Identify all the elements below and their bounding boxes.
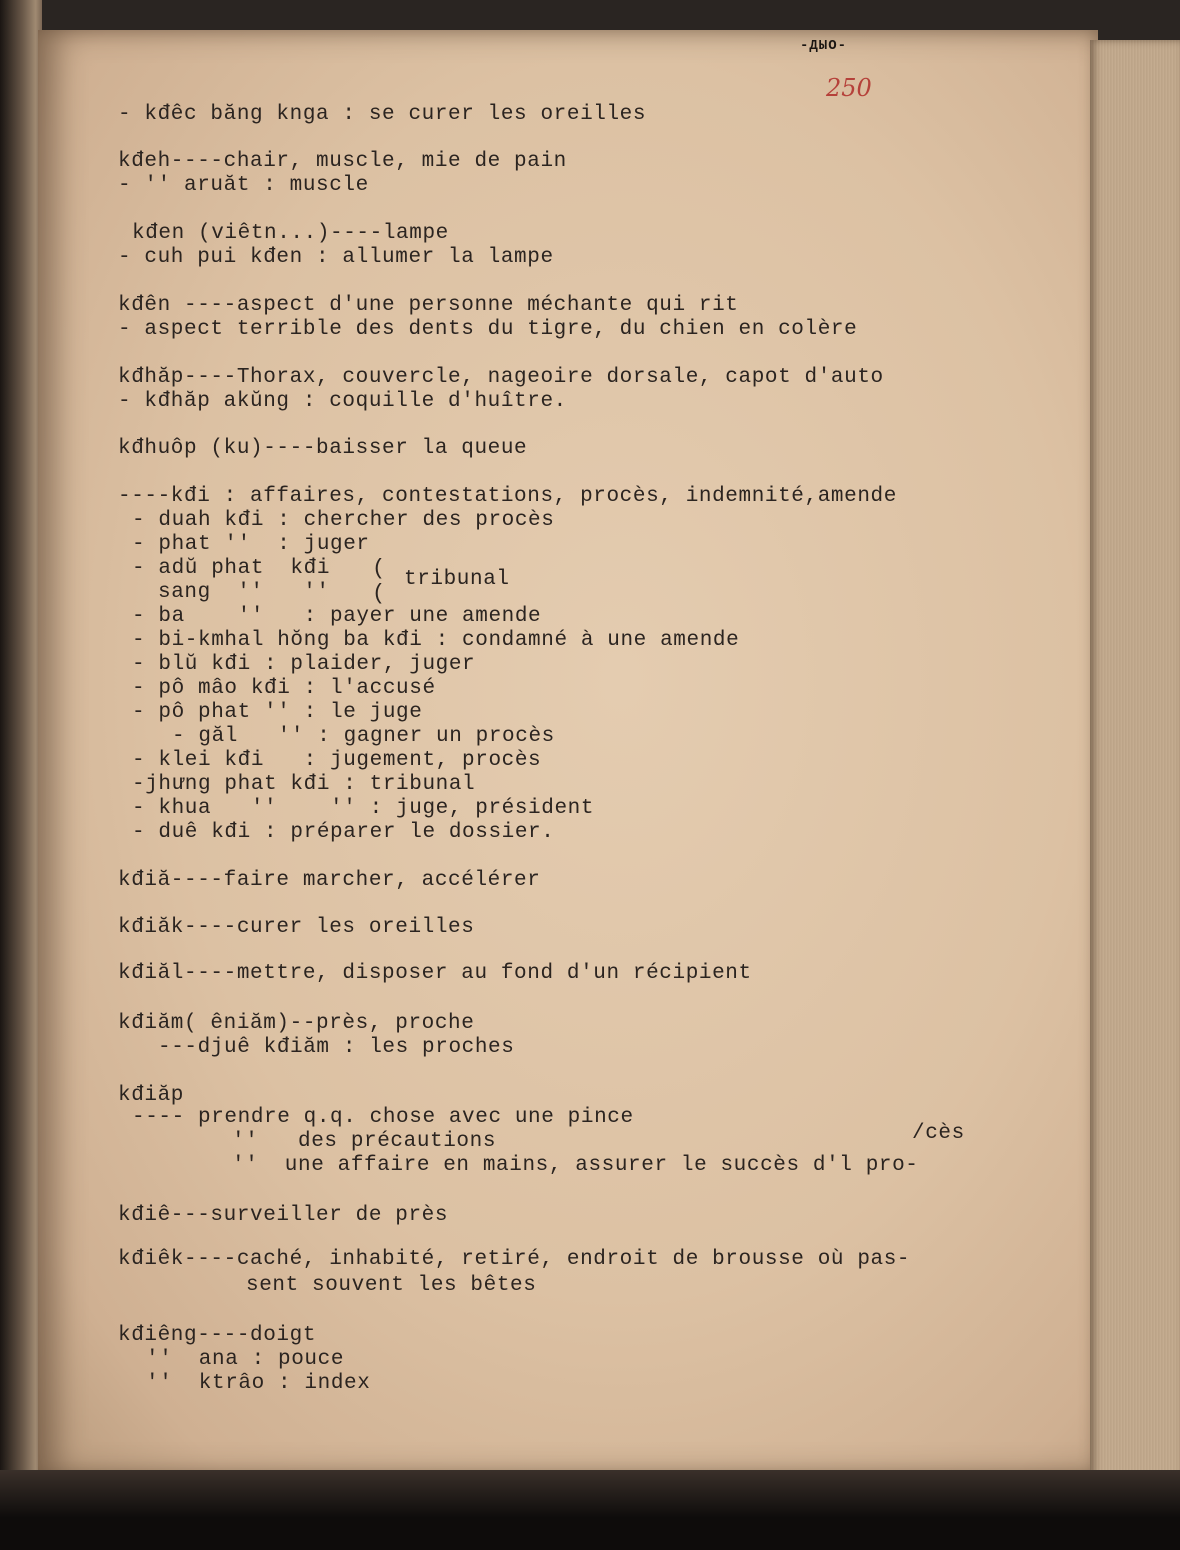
header-mark: -ДЫО- bbox=[800, 38, 848, 54]
entry-line: - ba '' : payer une amende bbox=[132, 605, 542, 628]
entry-line: - khua '' '' : juge, président bbox=[132, 797, 595, 820]
entry-line: kđiê---surveiller de près bbox=[118, 1204, 449, 1227]
book-page-edges bbox=[1090, 40, 1180, 1480]
entry-line: '' ktrâo : index bbox=[146, 1372, 371, 1395]
entry-line: '' des précautions bbox=[232, 1130, 497, 1153]
entry-line: - cuh pui kđen : allumer la lampe bbox=[118, 246, 554, 269]
entry-line: - pô phat '' : le juge bbox=[132, 701, 423, 724]
entry-line: kđen (viêtn...)----lampe bbox=[132, 222, 449, 245]
entry-line: - kđêc băng knga : se curer les oreilles bbox=[118, 103, 647, 126]
entry-line: sang '' '' bbox=[158, 581, 330, 604]
entry-line: kđiăp bbox=[118, 1084, 185, 1107]
entry-line: '' une affaire en mains, assurer le succès d'l pro- bbox=[232, 1154, 919, 1177]
entry-line: - pô mâo kđi : l'accusé bbox=[132, 677, 436, 700]
entry-line: sent souvent les bêtes bbox=[246, 1274, 537, 1297]
entry-line: - klei kđi : jugement, procès bbox=[132, 749, 542, 772]
brace-mark: ( bbox=[372, 581, 386, 606]
entry-line: kđhuôp (ku)----baisser la queue bbox=[118, 437, 528, 460]
entry-line: - aspect terrible des dents du tigre, du chien en colère bbox=[118, 318, 858, 341]
entry-line: kđên ----aspect d'une personne méchante qui rit bbox=[118, 294, 739, 317]
entry-line: - blŭ kđi : plaider, juger bbox=[132, 653, 476, 676]
entry-line: ---- prendre q.q. chose avec une pince bbox=[132, 1106, 634, 1129]
entry-line: kđiă----faire marcher, accélérer bbox=[118, 869, 541, 892]
entry-line: '' ana : pouce bbox=[146, 1348, 345, 1371]
bottom-shadow bbox=[0, 1470, 1180, 1550]
entry-line: - '' aruăt : muscle bbox=[118, 174, 369, 197]
ces-annotation: /cès bbox=[912, 1122, 965, 1145]
entry-line: kđiêk----caché, inhabité, retiré, endroit de brousse où pas- bbox=[118, 1248, 911, 1271]
entry-line: -jhưng phat kđi : tribunal bbox=[132, 773, 476, 796]
left-page-edge bbox=[0, 0, 42, 1550]
entry-line: kđiăl----mettre, disposer au fond d'un récipient bbox=[118, 962, 752, 985]
entry-line: ---djuê kđiăm : les proches bbox=[158, 1036, 515, 1059]
entry-line: kđiêng----doigt bbox=[118, 1324, 317, 1347]
entry-line: - duê kđi : préparer le dossier. bbox=[132, 821, 555, 844]
brace-mark: ( bbox=[372, 556, 386, 581]
tribunal-annotation: tribunal bbox=[404, 568, 510, 591]
entry-line: - adŭ phat kđi bbox=[132, 557, 331, 580]
entry-line: kđhăp----Thorax, couvercle, nageoire dorsale, capot d'auto bbox=[118, 366, 884, 389]
entry-line: - phat '' : juger bbox=[132, 533, 370, 556]
entry-line: - kđhăp akŭng : coquille d'huître. bbox=[118, 390, 567, 413]
page-number: 250 bbox=[826, 74, 872, 102]
entry-line: ----kđi : affaires, contestations, procès, indemnité,amende bbox=[118, 485, 897, 508]
entry-line: - găl '' : gagner un procès bbox=[172, 725, 555, 748]
entry-line: - duah kđi : chercher des procès bbox=[132, 509, 555, 532]
entry-line: kđeh----chair, muscle, mie de pain bbox=[118, 150, 567, 173]
entry-line: kđiăk----curer les oreilles bbox=[118, 916, 475, 939]
entry-line: kđiăm( êniăm)--près, proche bbox=[118, 1012, 475, 1035]
entry-line: - bi-kmhal hŏng ba kđi : condamné à une amende bbox=[132, 629, 740, 652]
